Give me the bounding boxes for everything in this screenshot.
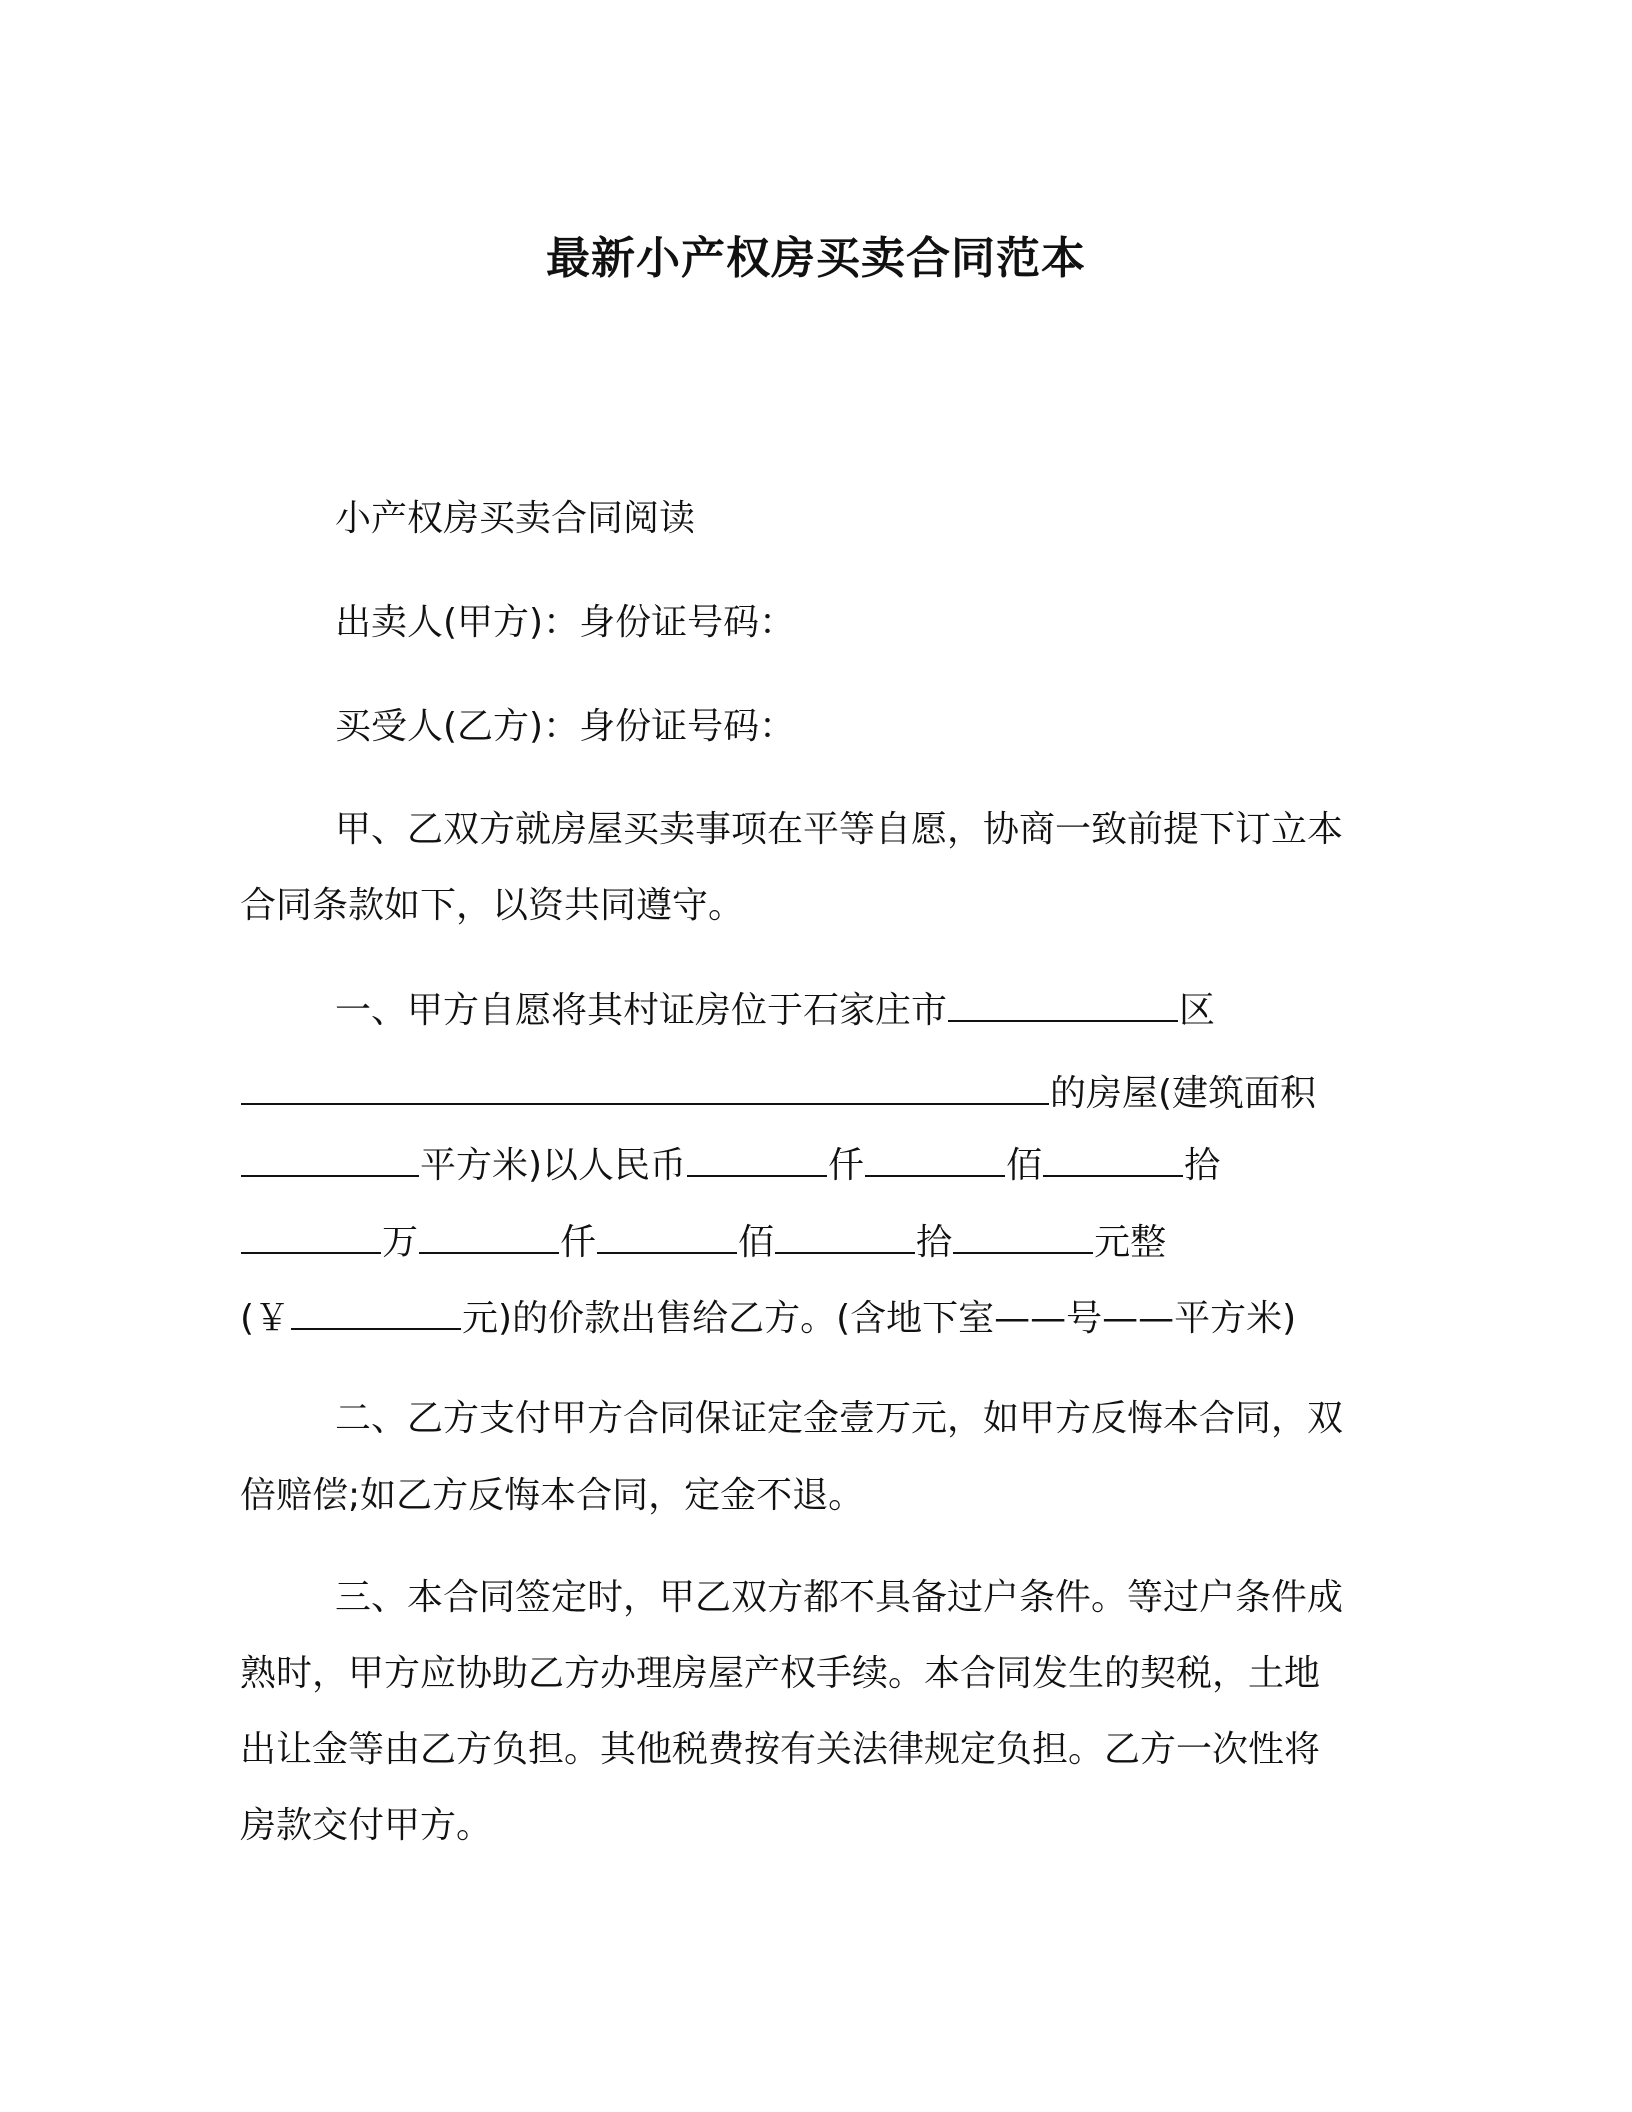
address-blank (241, 1069, 1049, 1105)
amount-blank-yuan (953, 1218, 1093, 1254)
unit-shi-2: 拾 (916, 1222, 953, 1263)
clause1-text-rmb: 平方米)以人民币 (420, 1145, 687, 1186)
clause1-line-3 (240, 1140, 1400, 1192)
clause3-line-3: 出让金等由乙方负担。其他税费按有关法律规定负担。乙方一次性将 (240, 1729, 1321, 1770)
subtitle: 小产权房买卖合同阅读 (335, 498, 696, 539)
clause1-text-location: 一、甲方自愿将其村证房位于石家庄市 (335, 990, 948, 1031)
unit-wan: 万 (382, 1222, 419, 1263)
clause1-text-district: 区 (1179, 990, 1216, 1031)
clause3-line-2: 熟时，甲方应协助乙方办理房屋产权手续。本合同发生的契税，土地 (240, 1653, 1321, 1694)
amount-blank-bai-1 (865, 1141, 1005, 1177)
clause2-line-1: 二、乙方支付甲方合同保证定金壹万元，如甲方反悔本合同，双 (335, 1398, 1344, 1439)
clause3-line-4: 房款交付甲方。 (240, 1805, 493, 1846)
preamble-line-2: 合同条款如下，以资共同遵守。 (240, 885, 745, 926)
clause1-text-area: 的房屋(建筑面积 (1050, 1073, 1317, 1114)
district-blank (948, 986, 1178, 1022)
unit-bai-1: 佰 (1006, 1145, 1043, 1186)
clause2-line-2: 倍赔偿;如乙方反悔本合同，定金不退。 (240, 1475, 865, 1516)
document-title: 最新小产权房买卖合同范本 (546, 233, 1086, 284)
amount-blank-qian-1 (687, 1141, 827, 1177)
clause1-line-2 (240, 1068, 1400, 1120)
unit-yuanzheng: 元整 (1094, 1222, 1167, 1263)
unit-bai-2: 佰 (738, 1222, 775, 1263)
clause1-line-1 (335, 985, 1495, 1037)
preamble-line-1: 甲、乙双方就房屋买卖事项在平等自愿，协商一致前提下订立本 (335, 809, 1344, 850)
clause1-line-4 (240, 1217, 1400, 1269)
clause1-text-price: 元)的价款出售给乙方。(含地下室——号——平方米) (462, 1298, 1297, 1339)
unit-shi-1: 拾 (1184, 1145, 1221, 1186)
amount-blank-shi-2 (775, 1218, 915, 1254)
amount-blank-bai-2 (597, 1218, 737, 1254)
amount-blank-wan (241, 1218, 381, 1254)
clause1-line-5 (240, 1293, 1400, 1345)
amount-blank-shi-1 (1043, 1141, 1183, 1177)
clause1-text-yen: (￥ (240, 1298, 291, 1339)
clause3-line-1: 三、本合同签定时，甲乙双方都不具备过户条件。等过户条件成 (335, 1577, 1344, 1618)
buyer-line: 买受人(乙方)：身份证号码： (335, 706, 796, 747)
amount-blank-qian-2 (419, 1218, 559, 1254)
seller-line: 出卖人(甲方)：身份证号码： (335, 602, 796, 643)
unit-qian-2: 仟 (560, 1222, 597, 1263)
area-blank (241, 1141, 419, 1177)
yen-amount-blank (291, 1294, 461, 1330)
unit-qian-1: 仟 (828, 1145, 865, 1186)
